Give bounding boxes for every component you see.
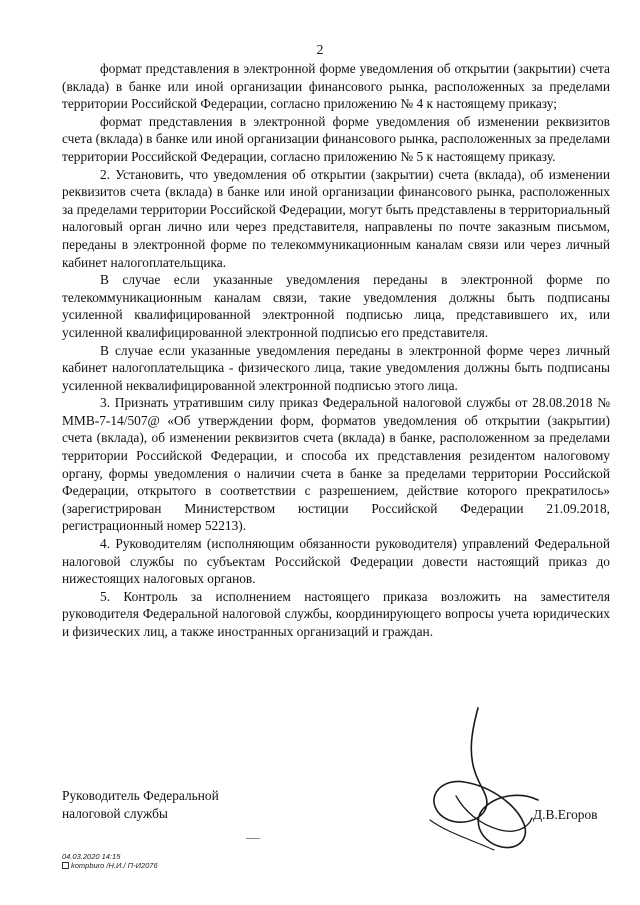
paragraph-format-open-close: формат представления в электронной форме уведомления об открытии (закрытии) счета (вклада) в банке или иной организации финансового рынка, расположенных за пределами территории Российской Федерации, согласно приложению № 4 к настоящему приказу; xyxy=(62,61,610,112)
document-body xyxy=(62,60,610,641)
document-icon xyxy=(62,862,69,869)
paragraph-personal-cabinet-signature: В случае если указанные уведомления переданы в электронной форме через личный кабинет налогоплательщика - физического лица, такие уведомления должны быть подписаны усиленной неквалифицированной электронной подписью этого лица. xyxy=(62,342,610,393)
footer-timestamp: 04.03.2020 14:15 xyxy=(62,852,121,861)
paragraph-item-2: 2. Установить, что уведомления об открытии (закрытии) счета (вклада), об изменении реквизитов счета (вклада) в банке или иной организации финансового рынка, расположенных за пределами территории Российской Федерации, могут быть представлены в территориальный налоговый орган лично или через представителя, направлены по почте заказным письмом, переданы в электронной форме по телекоммуникационным каналам связи или через личный кабинет налогоплательщика. xyxy=(62,166,610,270)
paragraph-telecom-signature: В случае если указанные уведомления переданы в электронной форме по телекоммуникационным каналам связи, такие уведомления должны быть подписаны усиленной квалифицированной электронной подписью лица, представившего их, или усиленной квалифицированной электронной подписью его представителя. xyxy=(62,272,610,340)
footer-metadata xyxy=(62,852,158,870)
paragraph-item-4: 4. Руководителям (исполняющим обязанности руководителя) управлений Федеральной налоговой службы по субъектам Российской Федерации довести настоящий приказ до нижестоящих налоговых органов. xyxy=(62,536,610,587)
paragraph-item-5: 5. Контроль за исполнением настоящего приказа возложить на заместителя руководителя Федеральной налоговой службы, координирующего вопросы учета юридических и физических лиц, а также иностранных организаций и граждан. xyxy=(62,588,610,639)
paragraph-item-3: 3. Признать утратившим силу приказ Федеральной налоговой службы от 28.08.2018 № ММВ-7-14/507@ «Об утверждении форм, форматов уведомления об открытии (закрытии) счета (вклада), об изменении реквизитов счета (вклада) в банке, расположенном за пределами территории Российской Федерации, и способа их представления резидентом налоговому органу, формы уведомления о наличии счета в банке за пределами территории Российской Федерации, открытого в соответствии с разрешением, действие которого прекратилось» (зарегистрирован Министерством юстиции Российской Федерации 21.09.2018, регистрационный номер 52213). xyxy=(62,395,610,534)
stray-dash-mark xyxy=(246,838,260,839)
signature-position-line2: налоговой службы xyxy=(62,805,168,821)
handwritten-signature xyxy=(420,700,545,860)
signature-position xyxy=(62,787,219,822)
page-number: 2 xyxy=(316,43,324,58)
footer-path-row xyxy=(62,861,158,870)
paragraph-format-change-requisites: формат представления в электронной форме уведомления об изменении реквизитов счета (вклада) в банке или иной организации финансового рынка, расположенных за пределами территории Российской Федерации, согласно приложению № 5 к настоящему приказу. xyxy=(62,113,610,164)
signer-name: Д.В.Егоров xyxy=(533,807,598,822)
footer-path: kompburo /Н.И./ П-И2076 xyxy=(71,861,158,870)
signature-position-line1: Руководитель Федеральной xyxy=(62,788,219,803)
